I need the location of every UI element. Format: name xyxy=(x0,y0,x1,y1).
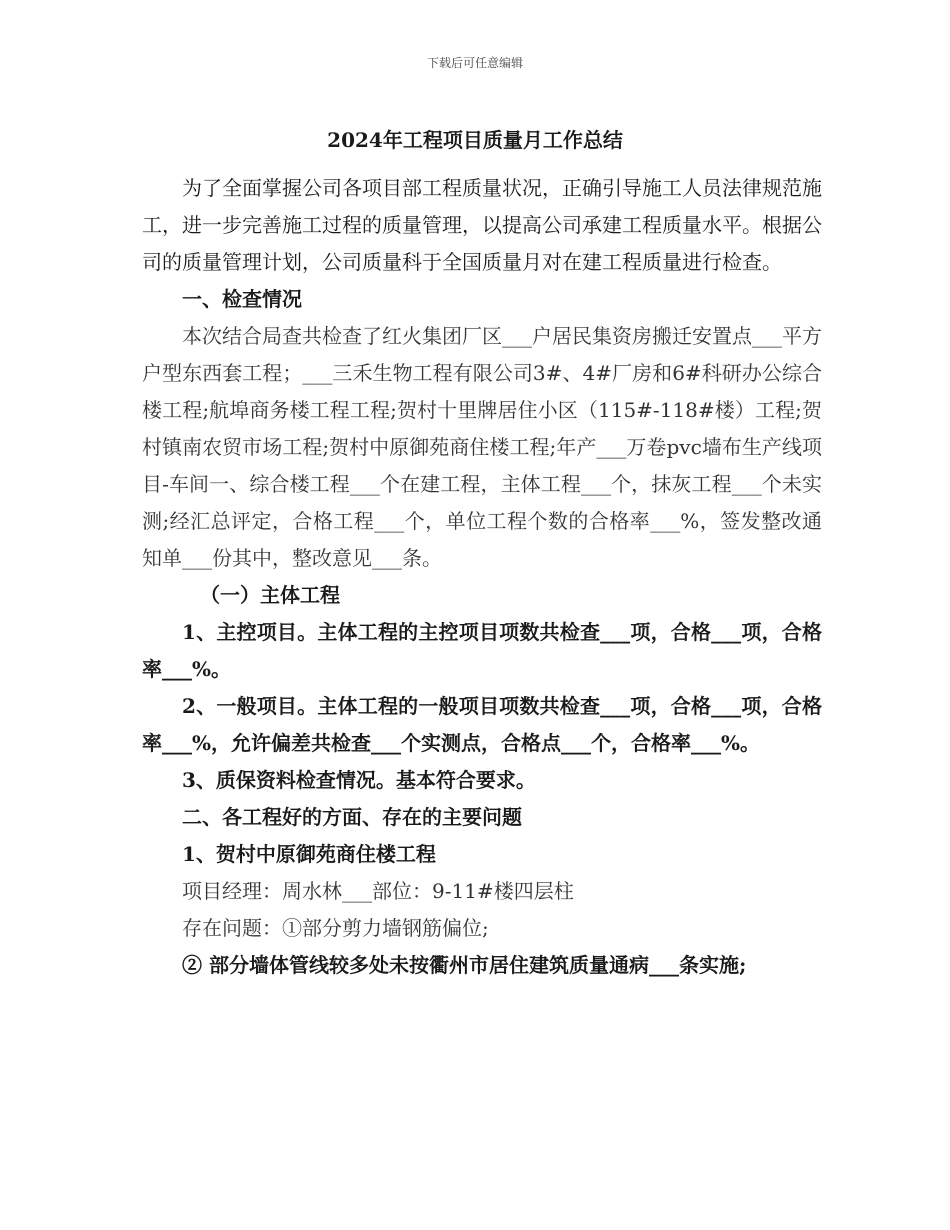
document-title: 2024年工程项目质量月工作总结 xyxy=(327,128,623,152)
intro-paragraph: 为了全面掌握公司各项目部工程质量状况，正确引导施工人员法律规范施工，进一步完善施工过程的质量管理，以提高公司承建工程质量水平。根据公司的质量管理计划，公司质量科于全国质量月对在建工程质量进行检查。 xyxy=(142,176,822,274)
project1-issue2: ② 部分墙体管线较多处未按衢州市居住建筑质量通病___条实施; xyxy=(182,953,747,977)
item1-paragraph: 1、主控项目。主体工程的主控项目项数共检查___项，合格___项，合格率___%。 xyxy=(142,620,822,681)
section1-body: 本次结合局查共检查了红火集团厂区___户居民集资房搬迁安置点___平方户型东西套工程；___三禾生物工程有限公司3#、4#厂房和6#科研办公综合楼工程;航埠商务楼工程工程;贺村十里牌居住小区（115#-118#楼）工程;贺村镇南农贸市场工程;贺村中原御苑商住楼工程;年产___万卷pvc墙布生产线项目-车间一、综合楼工程___个在建工程，主体工程___个，抹灰工程___个未实测;经汇总评定，合格工程___个，单位工程个数的合格率___%，签发整改通知单___份其中，整改意见___条。 xyxy=(142,324,822,570)
project1-manager: 项目经理：周水林___部位：9-11#楼四层柱 xyxy=(182,879,574,903)
sub1-heading: （一）主体工程 xyxy=(200,583,340,607)
section2-heading: 二、各工程好的方面、存在的主要问题 xyxy=(182,805,522,829)
item3-paragraph: 3、质保资料检查情况。基本符合要求。 xyxy=(182,768,536,792)
project1-heading: 1、贺村中原御苑商住楼工程 xyxy=(182,842,436,866)
section1-heading: 一、检查情况 xyxy=(182,287,302,311)
project1-issue1: 存在问题：①部分剪力墙钢筋偏位; xyxy=(182,916,489,940)
document-body xyxy=(142,170,822,984)
header-note: 下载后可任意编辑 xyxy=(426,56,523,70)
item2-paragraph: 2、一般项目。主体工程的一般项目项数共检查___项，合格___项，合格率___%，允许偏差共检查___个实测点，合格点___个，合格率___%。 xyxy=(142,694,822,755)
